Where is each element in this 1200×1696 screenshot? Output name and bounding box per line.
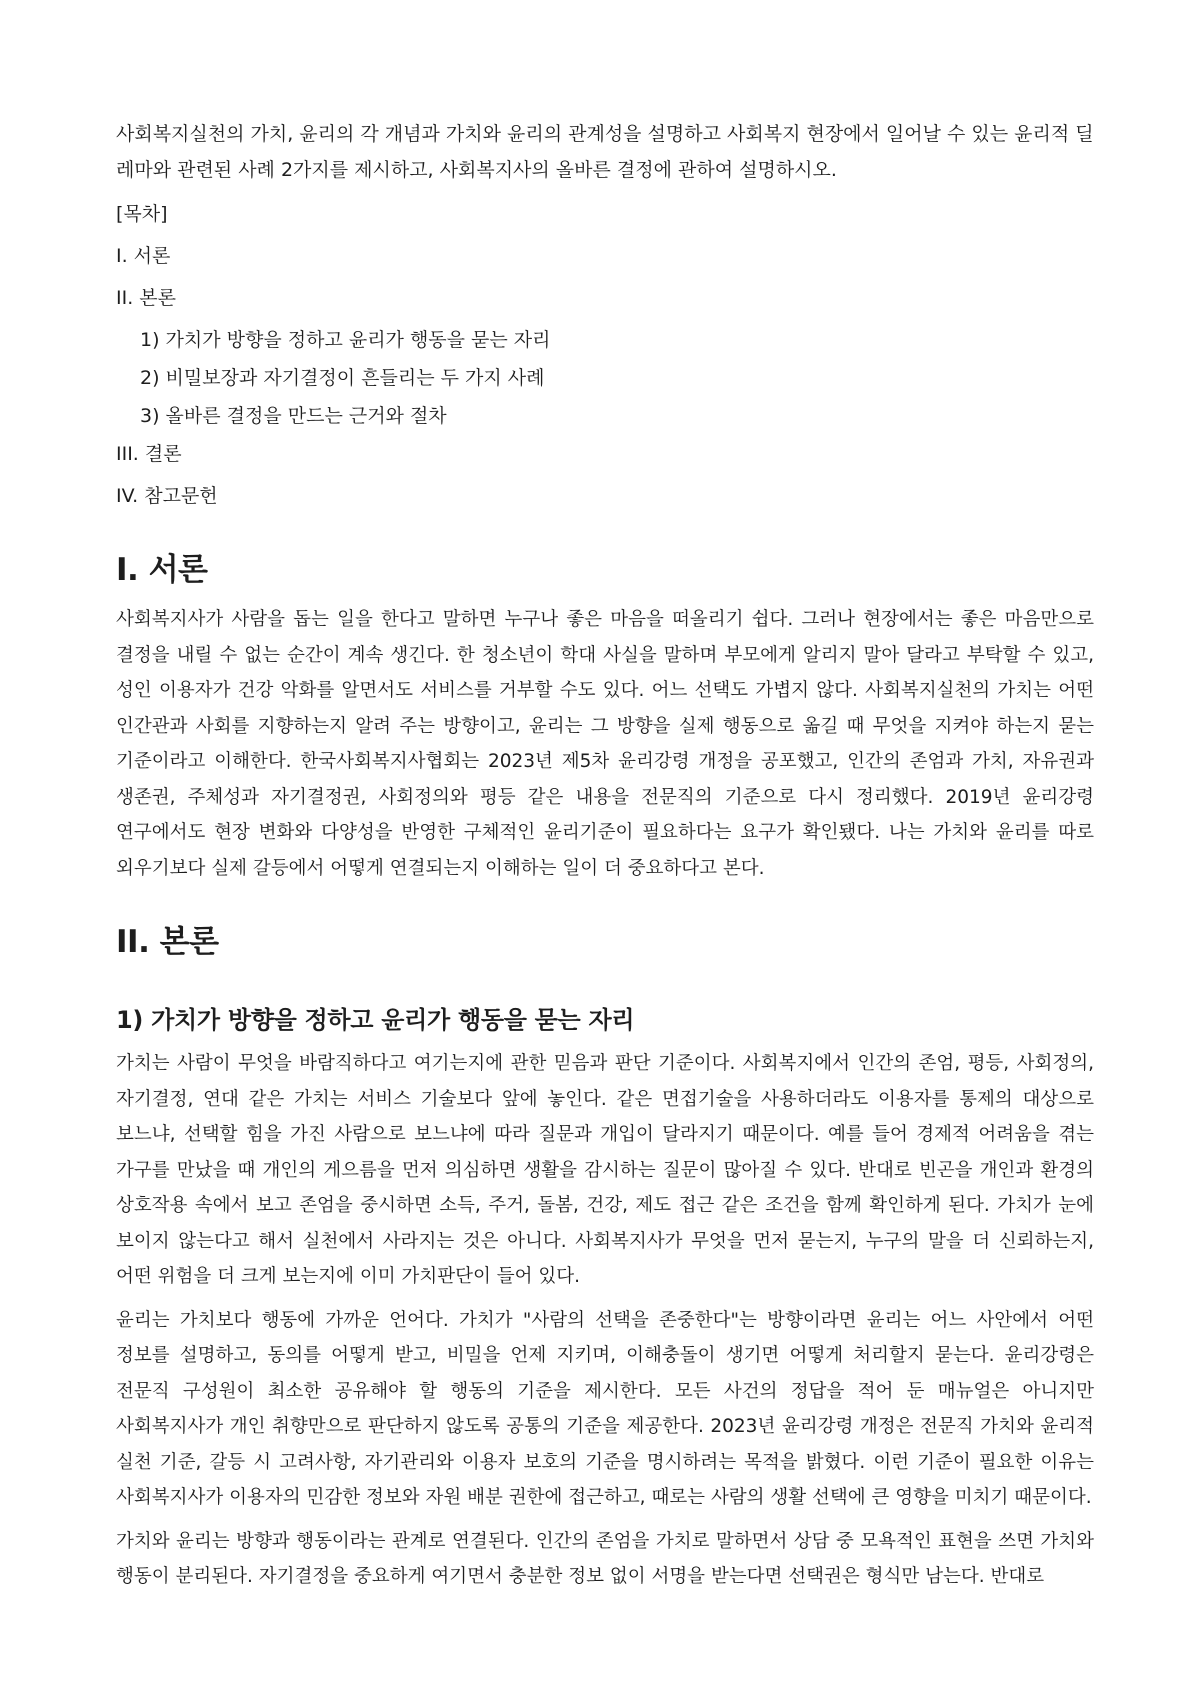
body-paragraph: 윤리는 가치보다 행동에 가까운 언어다. 가치가 "사람의 선택을 존중한다"는 방향이라면 윤리는 어느 사안에서 어떤 정보를 설명하고, 동의를 어떻게 받고, 비밀을 언제 지키며, 이해충돌이 생기면 어떻게 처리할지 묻는다. 윤리강령은 전문직 구성원이 최소한 공유해야 할 행동의 기준을 제시한다. 모든 사건의 정답을 적어 둔 매뉴얼은 아니지만 사회복지사가 개인 취향만으로 판단하지 않도록 공통의 기준을 제공한다. 2023년 윤리강령 개정은 전문직 가치와 윤리적 실천 기준, 갈등 시 고려사항, 자기관리와 이용자 보호의 기준을 명시하려는 목적을 밝혔다. 이런 기준이 필요한 이유는 사회복지사가 이용자의 민감한 정보와 자원 배분 권한에 접근하고, 때로는 사람의 생활 선택에 큰 영향을 미치기 때문이다.: [116, 1309, 1094, 1508]
section-heading-introduction: I. 서론: [116, 552, 208, 588]
toc-item: IV. 참고문헌: [116, 485, 218, 507]
toc-subitem: 1) 가치가 방향을 정하고 윤리가 행동을 묻는 자리: [140, 329, 551, 351]
assignment-prompt: 사회복지실천의 가치, 윤리의 각 개념과 가치와 윤리의 관계성을 설명하고 사회복지 현장에서 일어날 수 있는 윤리적 딜레마와 관련된 사례 2가지를 제시하고, 사회복지사의 올바른 결정에 관하여 설명하시오.: [116, 123, 1094, 181]
section-heading-body: II. 본론: [116, 924, 219, 960]
introduction-paragraph: 사회복지사가 사람을 돕는 일을 한다고 말하면 누구나 좋은 마음을 떠올리기 쉽다. 그러나 현장에서는 좋은 마음만으로 결정을 내릴 수 없는 순간이 계속 생긴다. 한 청소년이 학대 사실을 말하며 부모에게 알리지 말아 달라고 부탁할 수 있고, 성인 이용자가 건강 악화를 알면서도 서비스를 거부할 수도 있다. 어느 선택도 가볍지 않다. 사회복지실천의 가치는 어떤 인간관과 사회를 지향하는지 알려 주는 방향이고, 윤리는 그 방향을 실제 행동으로 옮길 때 무엇을 지켜야 하는지 묻는 기준이라고 이해한다. 한국사회복지사협회는 2023년 제5차 윤리강령 개정을 공포했고, 인간의 존엄과 가치, 자유권과 생존권, 주체성과 자기결정권, 사회정의와 평등 같은 내용을 전문직의 기준으로 다시 정리했다. 2019년 윤리강령 연구에서도 현장 변화와 다양성을 반영한 구체적인 윤리기준이 필요하다는 요구가 확인됐다. 나는 가치와 윤리를 따로 외우기보다 실제 갈등에서 어떻게 연결되는지 이해하는 일이 더 중요하다고 본다.: [116, 609, 1094, 879]
subsection-heading-values-ethics: 1) 가치가 방향을 정하고 윤리가 행동을 묻는 자리: [116, 1006, 635, 1034]
toc-heading: [목차]: [116, 203, 168, 225]
toc-item: I. 서론: [116, 245, 171, 267]
table-of-contents: [116, 196, 1094, 514]
toc-item: II. 본론: [116, 287, 176, 309]
toc-subitem: 3) 올바른 결정을 만드는 근거와 절차: [140, 405, 447, 427]
body-paragraph: 가치와 윤리는 방향과 행동이라는 관계로 연결된다. 인간의 존엄을 가치로 말하면서 상담 중 모욕적인 표현을 쓰면 가치와 행동이 분리된다. 자기결정을 중요하게 여기면서 충분한 정보 없이 서명을 받는다면 선택권은 형식만 남는다. 반대로: [116, 1530, 1094, 1587]
body-paragraph: 가치는 사람이 무엇을 바람직하다고 여기는지에 관한 믿음과 판단 기준이다. 사회복지에서 인간의 존엄, 평등, 사회정의, 자기결정, 연대 같은 가치는 서비스 기술보다 앞에 놓인다. 같은 면접기술을 사용하더라도 이용자를 통제의 대상으로 보느냐, 선택할 힘을 가진 사람으로 보느냐에 따라 질문과 개입이 달라지기 때문이다. 예를 들어 경제적 어려움을 겪는 가구를 만났을 때 개인의 게으름을 먼저 의심하면 생활을 감시하는 질문이 많아질 수 있다. 반대로 빈곤을 개인과 환경의 상호작용 속에서 보고 존엄을 중시하면 소득, 주거, 돌봄, 건강, 제도 접근 같은 조건을 함께 확인하게 된다. 가치가 눈에 보이지 않는다고 해서 실천에서 사라지는 것은 아니다. 사회복지사가 무엇을 먼저 묻는지, 누구의 말을 더 신뢰하는지, 어떤 위험을 더 크게 보는지에 이미 가치판단이 들어 있다.: [116, 1053, 1094, 1287]
toc-subitem: 2) 비밀보장과 자기결정이 흔들리는 두 가지 사례: [140, 367, 545, 389]
toc-item: III. 결론: [116, 443, 182, 465]
